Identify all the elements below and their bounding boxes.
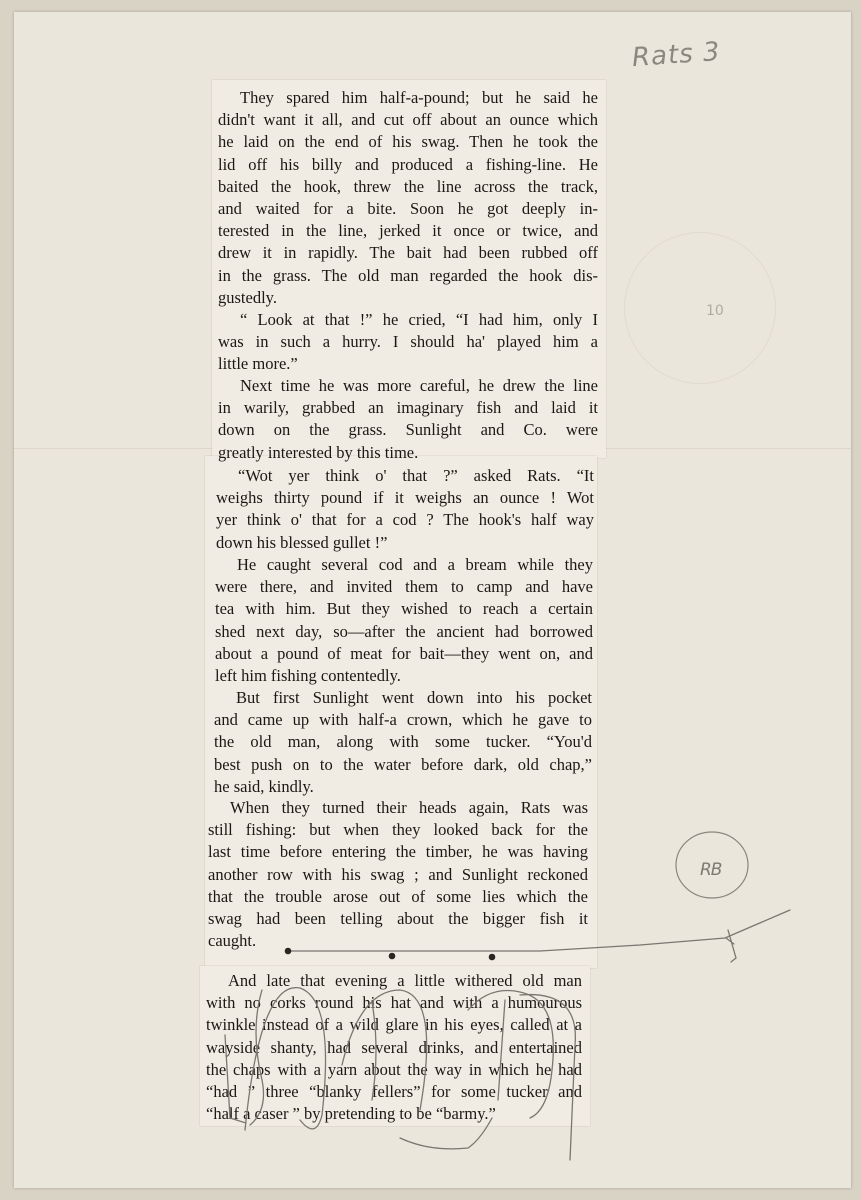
text-line: yer think o' that for a cod ? The hook's half way	[216, 510, 594, 530]
text-line: “Wot yer think o' that ?” asked Rats. “It	[238, 466, 594, 485]
text-line: “ Look at that !” he cried, “I had him, only I	[240, 310, 598, 329]
paragraph-3	[218, 375, 598, 464]
text-line: He caught several cod and a bream while they	[237, 555, 593, 574]
handwritten-page-note: Rats 3	[631, 36, 722, 74]
text-line: and came up with half-a crown, which he gave to	[214, 710, 592, 730]
text-line: was in such a hurry. I should ha' played him a	[218, 332, 598, 352]
text-line: he laid on the end of his swag. Then he took the	[218, 132, 598, 152]
text-line: last time before entering the timber, he was having	[208, 842, 588, 862]
text-line: shed next day, so—after the ancient had borrowed	[215, 621, 593, 641]
text-line: in warily, grabbed an imaginary fish and laid it	[218, 398, 598, 418]
text-line: down his blessed gullet !”	[216, 532, 388, 552]
paragraph-6	[214, 687, 592, 798]
text-line: about a pound of meat for bait—they went on, and	[215, 643, 593, 663]
text-line: and waited for a bite. Soon he got deeply in-	[218, 199, 598, 219]
text-line: he said, kindly.	[214, 776, 314, 796]
text-line: swag had been telling about the bigger fish it	[208, 909, 588, 929]
text-line: greatly interested by this time.	[218, 442, 419, 462]
text-line: the chaps with a yarn about the way in which he had	[206, 1059, 582, 1079]
text-line: Next time he was more careful, he drew the line	[240, 376, 598, 395]
text-line: still fishing: but when they looked back for the	[208, 820, 588, 840]
text-line: the old man, along with some tucker. “You'd	[214, 732, 592, 752]
paragraph-4	[216, 465, 594, 554]
text-line: gustedly.	[218, 287, 277, 307]
paragraph-7	[208, 797, 588, 952]
text-line: They spared him half-a-pound; but he said he	[240, 88, 598, 107]
text-line: little more.”	[218, 354, 298, 374]
text-line: drew it in rapidly. The bait had been rubbed off	[218, 243, 598, 263]
text-line: down on the grass. Sunlight and Co. were	[218, 420, 598, 440]
text-line: baited the hook, threw the line across the track,	[218, 176, 598, 196]
text-line: wayside shanty, had several drinks, and entertained	[206, 1037, 582, 1057]
text-line: “had ” three “blanky fellers” for some tucker and	[206, 1082, 582, 1102]
paragraph-5	[215, 554, 593, 687]
text-line: When they turned their heads again, Rats was	[230, 798, 588, 817]
paragraph-8	[206, 970, 582, 1125]
faint-margin-number: 10	[706, 303, 724, 319]
text-line: weighs thirty pound if it weighs an ounce ! Wot	[216, 488, 594, 508]
circled-initials: RB	[700, 860, 722, 880]
paragraph-1	[218, 87, 598, 309]
text-line: terested in the line, jerked it once or twice, and	[218, 221, 598, 241]
text-line: best push on to the water before dark, old chap,”	[214, 754, 592, 774]
text-line: another row with his swag ; and Sunlight reckoned	[208, 864, 588, 884]
text-line: left him fishing contentedly.	[215, 666, 401, 686]
text-line: with no corks round his hat and with a humourous	[206, 993, 582, 1013]
bleed-through-stamp	[624, 232, 776, 384]
text-line: lid off his billy and produced a fishing-line. He	[218, 154, 598, 174]
paragraph-2	[218, 309, 598, 376]
text-line: caught.	[208, 931, 257, 951]
text-line: twinkle instead of a wild glare in his eyes, called at a	[206, 1015, 582, 1035]
text-line: that the trouble arose out of some lies which the	[208, 886, 588, 906]
text-line: “half a caser ” by pretending to be “barmy.”	[206, 1104, 496, 1124]
text-line: tea with him. But they wished to reach a certain	[215, 599, 593, 619]
text-line: And late that evening a little withered old man	[228, 971, 582, 990]
text-line: were there, and invited them to camp and have	[215, 577, 593, 597]
text-line: didn't want it all, and cut off about an ounce which	[218, 110, 598, 130]
text-line: But first Sunlight went down into his pocket	[236, 688, 592, 707]
text-line: in the grass. The old man regarded the hook dis-	[218, 265, 598, 285]
